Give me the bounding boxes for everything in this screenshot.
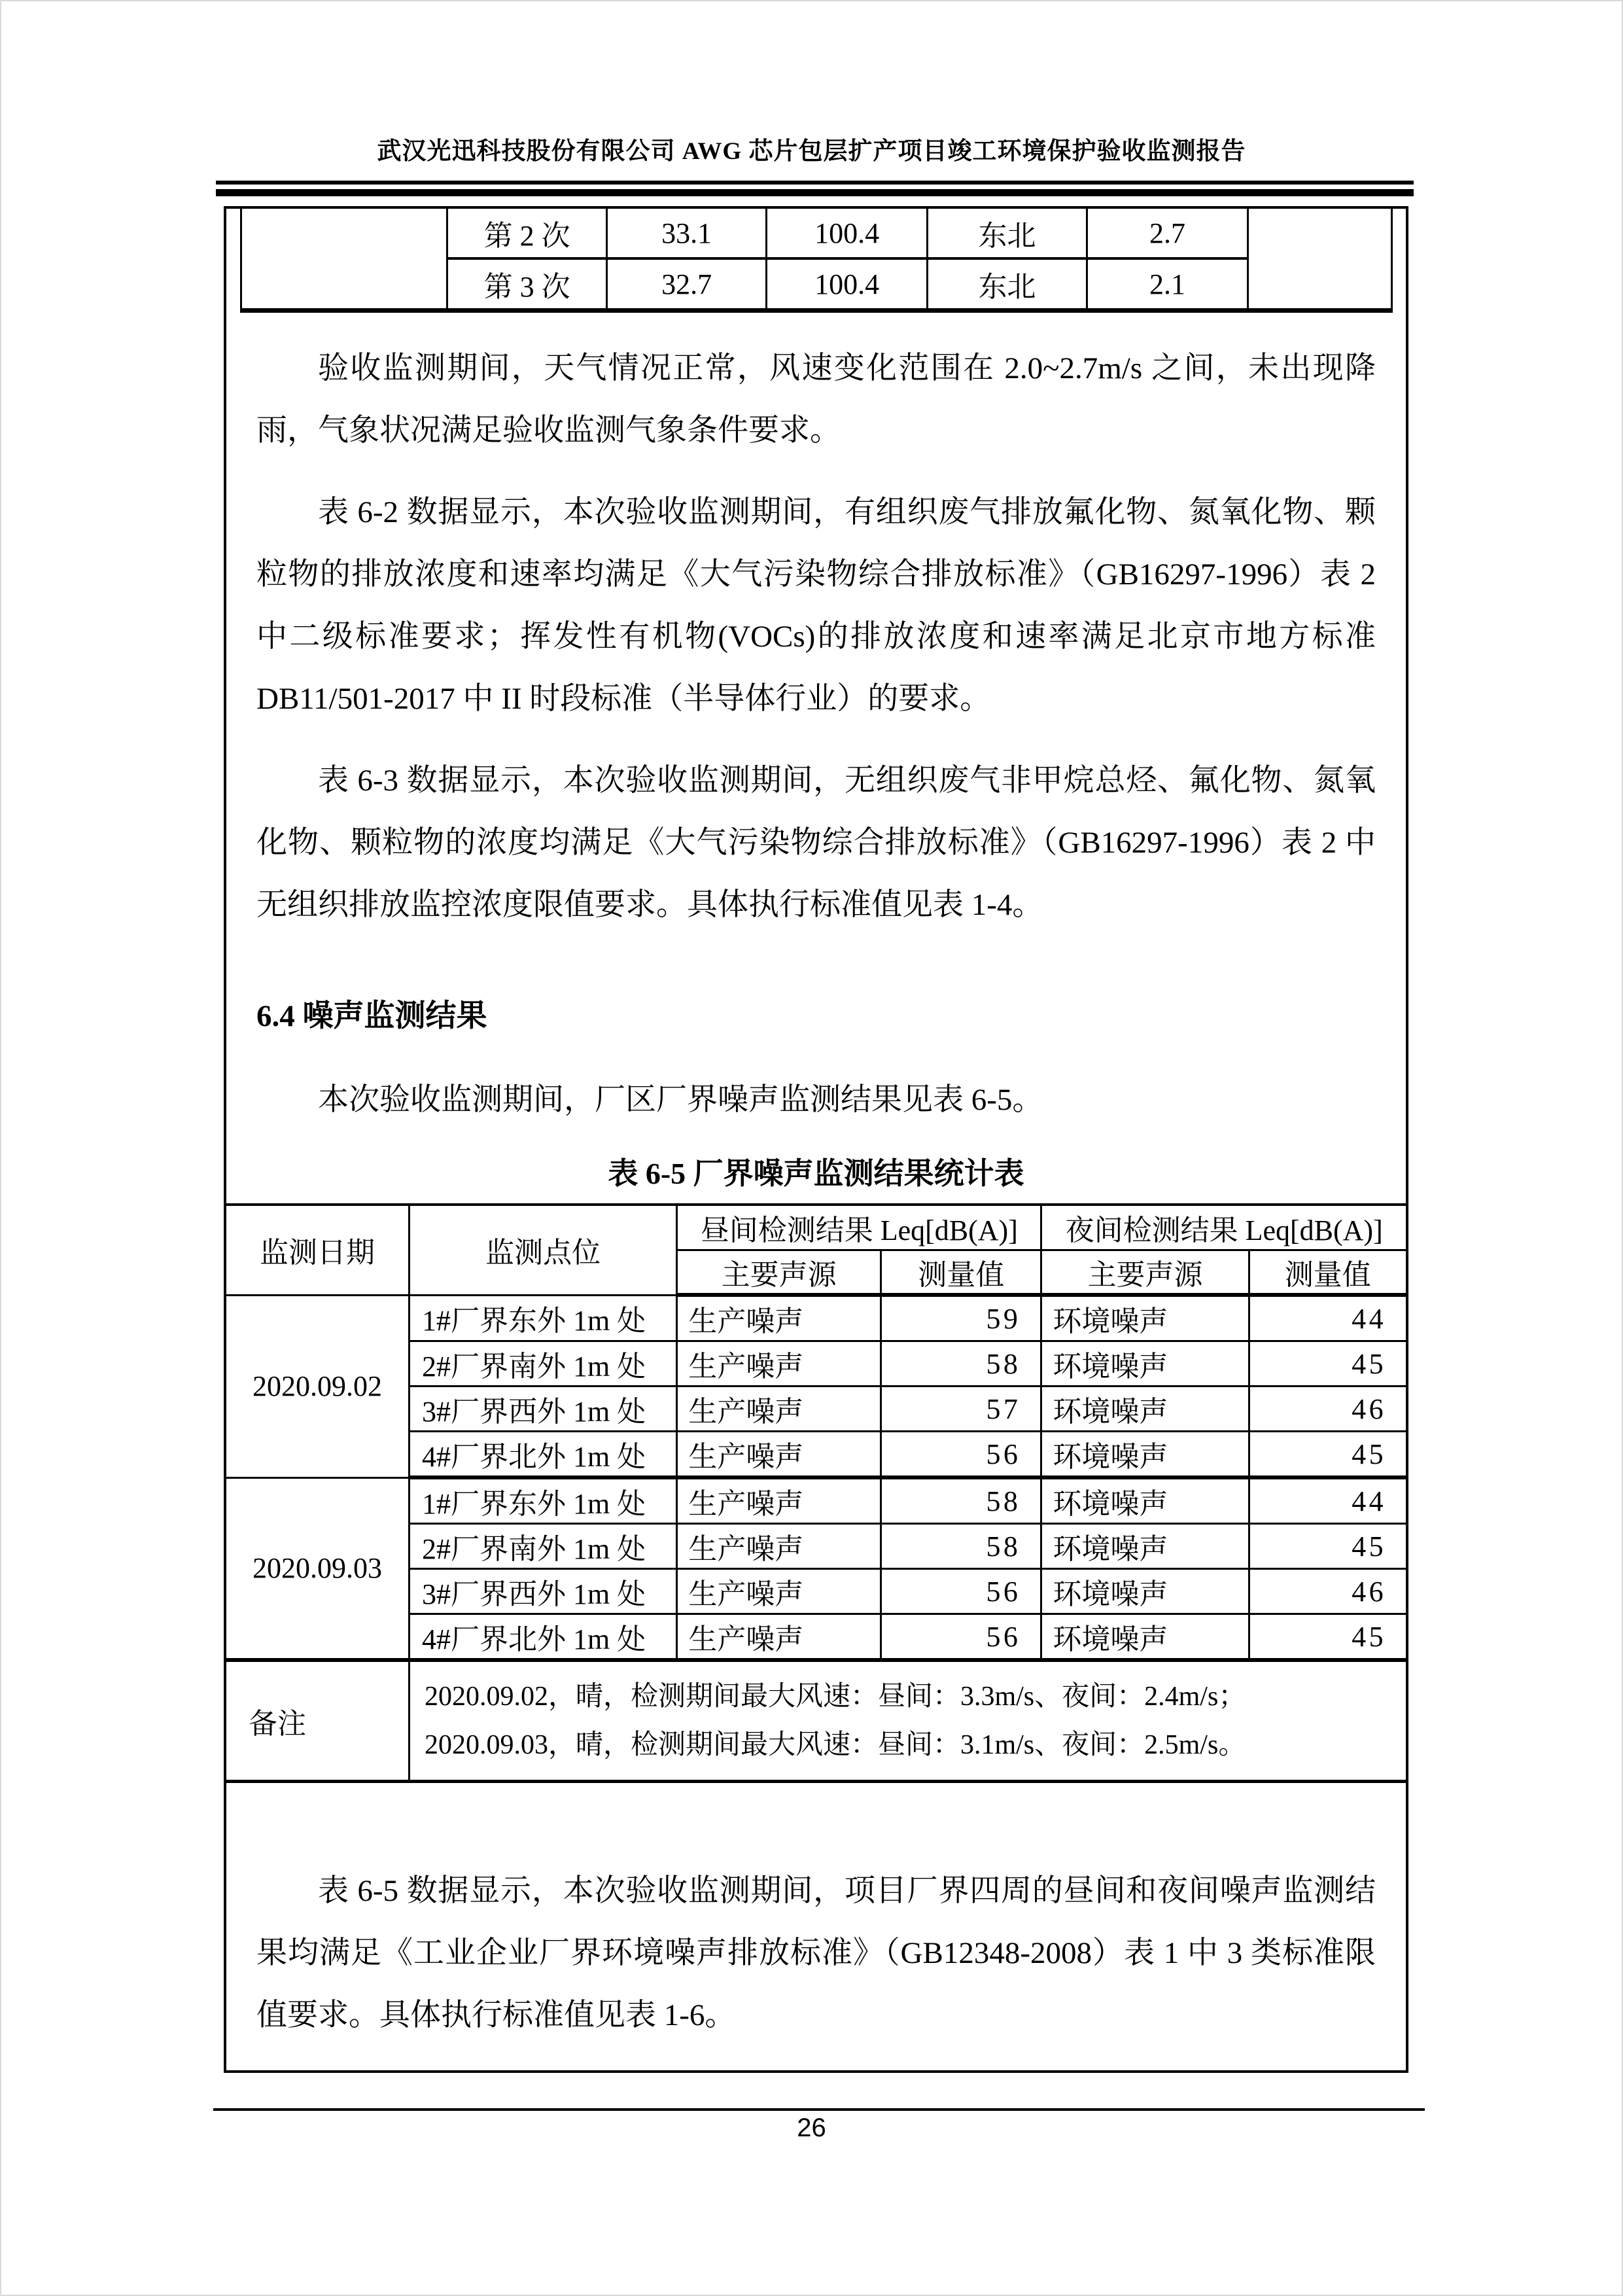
cell-day-source: 生产噪声 — [677, 1614, 881, 1661]
continuation-table — [240, 209, 1393, 313]
header-night-group: 夜间检测结果 Leq[dB(A)] — [1041, 1205, 1406, 1250]
cell-day-value: 56 — [881, 1614, 1041, 1661]
cell-day-source: 生产噪声 — [677, 1569, 881, 1614]
cell-day-value: 57 — [881, 1386, 1041, 1432]
cell-monitor-date: 2020.09.02 — [226, 1295, 409, 1477]
content-frame — [224, 206, 1408, 2073]
cell-day-value: 59 — [881, 1295, 1041, 1341]
cell-wind-speed: 2.1 — [1087, 258, 1248, 311]
cell-point: 4#厂界北外 1m 处 — [409, 1432, 676, 1478]
cell-day-source: 生产噪声 — [677, 1477, 881, 1524]
header-point: 监测点位 — [409, 1205, 676, 1295]
cell-wind-direction: 东北 — [928, 209, 1087, 258]
cell-day-source: 生产噪声 — [677, 1524, 881, 1569]
page-number: 26 — [797, 2113, 826, 2142]
cell-night-source: 环境噪声 — [1041, 1569, 1249, 1614]
cell-point: 3#厂界西外 1m 处 — [409, 1386, 676, 1432]
cell-night-source: 环境噪声 — [1041, 1386, 1249, 1432]
cell-night-source: 环境噪声 — [1041, 1477, 1249, 1524]
header-rule-top — [216, 181, 1414, 185]
table-row — [241, 209, 1392, 258]
cell-night-source: 环境噪声 — [1041, 1295, 1249, 1341]
header-day-value: 测量值 — [881, 1250, 1041, 1296]
cell-value: 100.4 — [766, 258, 927, 311]
noise-table-title: 表 6-5 厂界噪声监测结果统计表 — [608, 1157, 1024, 1190]
table-row — [226, 1295, 1406, 1341]
cell-night-value: 45 — [1249, 1341, 1406, 1386]
header-night-source: 主要声源 — [1041, 1250, 1249, 1296]
cell-day-source: 生产噪声 — [677, 1386, 881, 1432]
header-rule-bottom — [216, 189, 1414, 196]
cell-day-source: 生产噪声 — [677, 1432, 881, 1478]
cell-seq: 第 2 次 — [447, 209, 607, 258]
cell-day-value: 58 — [881, 1524, 1041, 1569]
paragraph-weather: 验收监测期间，天气情况正常，风速变化范围在 2.0~2.7m/s 之间，未出现降雨，气象状况满足验收监测气象条件要求。 — [256, 351, 1376, 448]
noise-table — [226, 1203, 1406, 1783]
remark-line-1: 2020.09.02，晴，检测期间最大风速：昼间：3.3m/s、夜间：2.4m/s； — [424, 1682, 1246, 1712]
cell-value: 32.7 — [607, 258, 767, 311]
cell-point: 4#厂界北外 1m 处 — [409, 1614, 676, 1661]
remark-line-2: 2020.09.03，晴，检测期间最大风速：昼间：3.1m/s、夜间：2.5m/s。 — [424, 1730, 1246, 1760]
cell-night-value: 45 — [1249, 1614, 1406, 1661]
report-header-title: 武汉光迅科技股份有限公司 AWG 芯片包层扩产项目竣工环境保护验收监测报告 — [377, 138, 1246, 165]
cell-night-source: 环境噪声 — [1041, 1341, 1249, 1386]
cell-monitor-date: 2020.09.03 — [226, 1477, 409, 1660]
paragraph-noise-intro: 本次验收监测期间，厂区厂界噪声监测结果见表 6-5。 — [318, 1083, 1043, 1117]
cell-point: 1#厂界东外 1m 处 — [409, 1295, 676, 1341]
section-heading-6-4: 6.4 噪声监测结果 — [256, 999, 487, 1033]
remark-label: 备注 — [226, 1660, 409, 1782]
header-day-source: 主要声源 — [677, 1250, 881, 1296]
cell-day-value: 58 — [881, 1341, 1041, 1386]
table-row — [226, 1477, 1406, 1524]
cell-point: 2#厂界南外 1m 处 — [409, 1341, 676, 1386]
cell-night-value: 44 — [1249, 1295, 1406, 1341]
cell-day-value: 58 — [881, 1477, 1041, 1524]
cell-night-source: 环境噪声 — [1041, 1432, 1249, 1478]
header-row — [226, 1205, 1406, 1250]
cell-wind-speed: 2.7 — [1087, 209, 1248, 258]
header-night-value: 测量值 — [1249, 1250, 1406, 1296]
cell-night-value: 46 — [1249, 1386, 1406, 1432]
cell-day-source: 生产噪声 — [677, 1295, 881, 1341]
cell-wind-direction: 东北 — [928, 258, 1087, 311]
header-day-group: 昼间检测结果 Leq[dB(A)] — [677, 1205, 1041, 1250]
cell-night-value: 45 — [1249, 1524, 1406, 1569]
merged-empty-cell-left — [241, 209, 447, 311]
paragraph-table-6-2: 表 6-2 数据显示，本次验收监测期间，有组织废气排放氟化物、氮氧化物、颗粒物的排放浓度和速率均满足《大气污染物综合排放标准》（GB16297-1996）表 2 中二级标准要求；挥发性有机物(VOCs)的排放浓度和速率满足北京市地方标准 DB11/501-2017 中 II 时段标准（半导体行业）的要求。 — [256, 495, 1376, 716]
paragraph-table-6-5-conclusion: 表 6-5 数据显示，本次验收监测期间，项目厂界四周的昼间和夜间噪声监测结果均满足《工业企业厂界环境噪声排放标准》（GB12348-2008）表 1 中 3 类标准限值要求。具体执行标准值见表 1-6。 — [256, 1874, 1376, 2032]
cell-day-value: 56 — [881, 1432, 1041, 1478]
cell-day-source: 生产噪声 — [677, 1341, 881, 1386]
cell-value: 33.1 — [607, 209, 767, 258]
cell-point: 3#厂界西外 1m 处 — [409, 1569, 676, 1614]
header-date: 监测日期 — [226, 1205, 409, 1295]
cell-point: 1#厂界东外 1m 处 — [409, 1477, 676, 1524]
merged-empty-cell-right — [1248, 209, 1392, 311]
cell-seq: 第 3 次 — [447, 258, 607, 311]
cell-night-value: 46 — [1249, 1569, 1406, 1614]
cell-night-source: 环境噪声 — [1041, 1614, 1249, 1661]
cell-value: 100.4 — [766, 209, 927, 258]
cell-point: 2#厂界南外 1m 处 — [409, 1524, 676, 1569]
cell-night-value: 45 — [1249, 1432, 1406, 1478]
cell-night-source: 环境噪声 — [1041, 1524, 1249, 1569]
cell-night-value: 44 — [1249, 1477, 1406, 1524]
cell-day-value: 56 — [881, 1569, 1041, 1614]
remark-row — [226, 1660, 1406, 1782]
remark-content — [409, 1660, 1406, 1782]
paragraph-table-6-3: 表 6-3 数据显示，本次验收监测期间，无组织废气非甲烷总烃、氟化物、氮氧化物、颗粒物的浓度均满足《大气污染物综合排放标准》（GB16297-1996）表 2 中无组织排放监控浓度限值要求。具体执行标准值见表 1-4。 — [256, 764, 1376, 922]
footer-rule — [213, 2108, 1425, 2111]
